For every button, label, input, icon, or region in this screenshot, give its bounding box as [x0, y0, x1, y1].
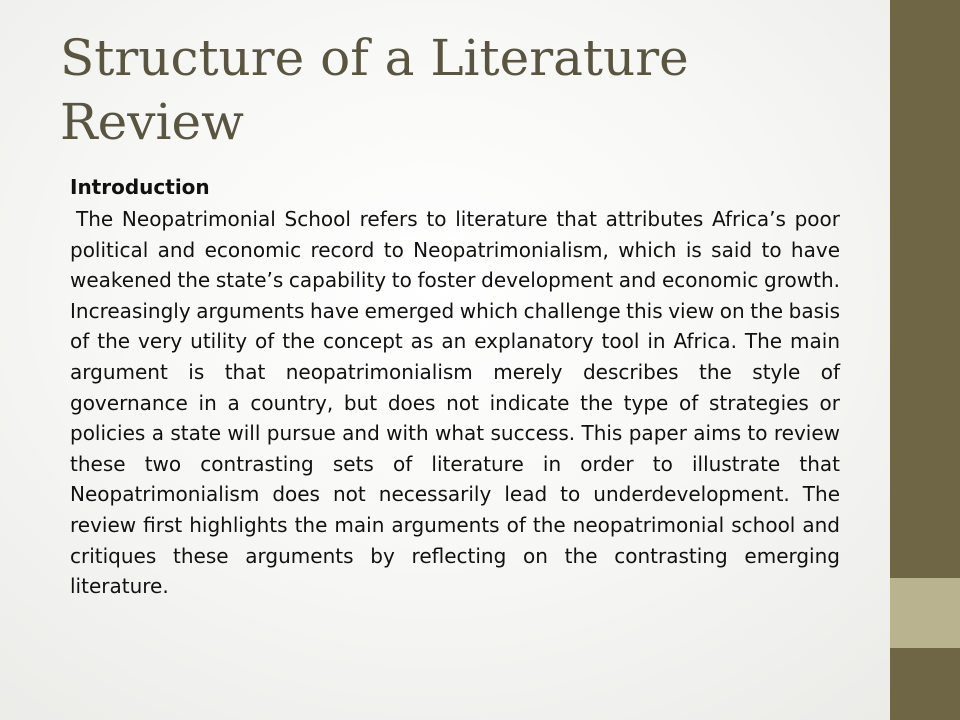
- sidebar-dark-band: [890, 0, 960, 578]
- slide-content: [70, 170, 840, 602]
- sidebar-decoration: [890, 0, 960, 720]
- slide-title: Structure of a Literature Review: [60, 29, 689, 151]
- body-paragraph: The Neopatrimonial School refers to literature that attributes Africa’s poor political and economic record to Neopatrimonialism, which is said to have weakened the state’s capability to foster development and economic growth. Increasingly arguments have emerged which challenge this view on the basis of the very utility of the concept as an explanatory tool in Africa. The main argument is that neopatrimonialism merely describes the style of governance in a country, but does not indicate the type of strategies or policies a state will pursue and with what success. This paper aims to review these two contrasting sets of literature in order to illustrate that Neopatrimonialism does not necessarily lead to underdevelopment. The review first highlights the main arguments of the neopatrimonial school and critiques these arguments by reflecting on the contrasting emerging literature.: [70, 207, 840, 599]
- section-heading: Introduction: [70, 175, 210, 199]
- sidebar-accent-square: [890, 578, 960, 648]
- sidebar-dark-band-bottom: [890, 648, 960, 720]
